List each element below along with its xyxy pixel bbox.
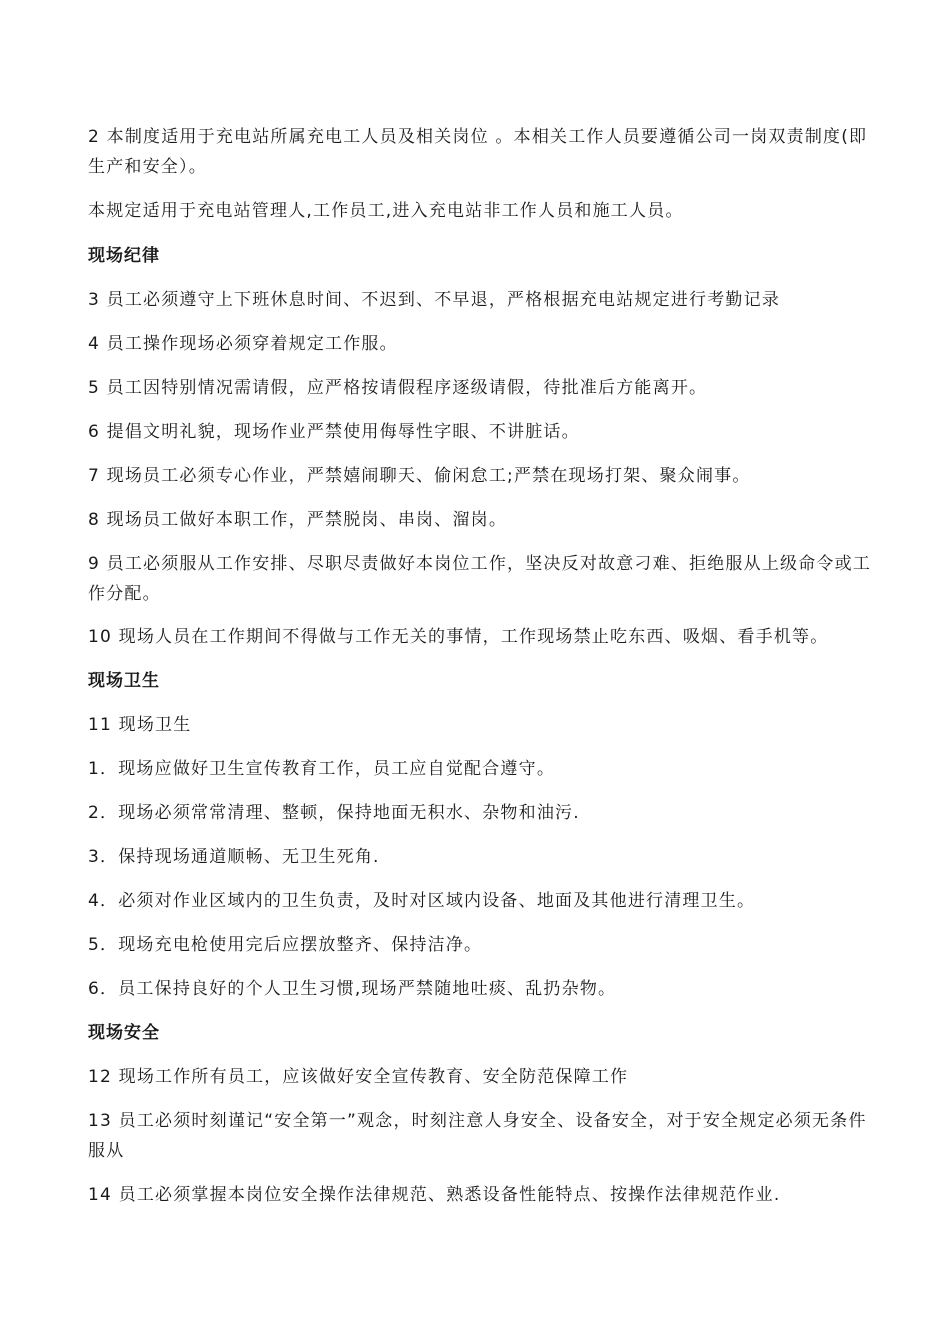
paragraph-hygiene-3: 3．保持现场通道顺畅、无卫生死角.	[88, 847, 380, 867]
section-heading-safety: 现场安全	[88, 1023, 160, 1043]
paragraph-hygiene-2: 2．现场必须常常清理、整顿，保持地面无积水、杂物和油污.	[88, 803, 580, 823]
section-heading-discipline: 现场纪律	[88, 246, 160, 266]
paragraph-item-7: 7 现场员工必须专心作业，严禁嬉闹聊天、偷闲怠工;严禁在现场打架、聚众闹事。	[88, 466, 751, 486]
paragraph-scope-staff: 2 本制度适用于充电站所属充电工人员及相关岗位 。本相关工作人员要遵循公司一岗双责制度(即生产和安全）。	[88, 127, 868, 177]
paragraph-item-11: 11 现场卫生	[88, 715, 192, 735]
paragraph-item-14: 14 员工必须掌握本岗位安全操作法律规范、熟悉设备性能特点、按操作法律规范作业.	[88, 1185, 781, 1205]
paragraph-item-4: 4 员工操作现场必须穿着规定工作服。	[88, 334, 398, 354]
paragraph-hygiene-6: 6．员工保持良好的个人卫生习惯,现场严禁随地吐痰、乱扔杂物。	[88, 979, 617, 999]
paragraph-item-9: 9 员工必须服从工作安排、尽职尽责做好本岗位工作，坚决反对故意刁难、拒绝服从上级命令或工作分配。	[88, 554, 872, 604]
paragraph-hygiene-4: 4．必须对作业区域内的卫生负责，及时对区域内设备、地面及其他进行清理卫生。	[88, 891, 756, 911]
paragraph-item-13: 13 员工必须时刻谨记“安全第一”观念，时刻注意人身安全、设备安全，对于安全规定必须无条件服从	[88, 1111, 867, 1161]
paragraph-item-10: 10 现场人员在工作期间不得做与工作无关的事情，工作现场禁止吃东西、吸烟、看手机等。	[88, 627, 829, 647]
paragraph-item-5: 5 员工因特别情况需请假，应严格按请假程序逐级请假，待批准后方能离开。	[88, 378, 708, 398]
paragraph-hygiene-5: 5．现场充电枪使用完后应摆放整齐、保持洁净。	[88, 935, 483, 955]
paragraph-item-6: 6 提倡文明礼貌，现场作业严禁使用侮辱性字眼、不讲脏话。	[88, 422, 580, 442]
paragraph-item-12: 12 现场工作所有员工，应该做好安全宣传教育、安全防范保障工作	[88, 1067, 629, 1087]
paragraph-item-8: 8 现场员工做好本职工作，严禁脱岗、串岗、溜岗。	[88, 510, 508, 530]
section-heading-hygiene: 现场卫生	[88, 671, 160, 691]
paragraph-item-3: 3 员工必须遵守上下班休息时间、不迟到、不早退，严格根据充电站规定进行考勤记录	[88, 290, 781, 310]
paragraph-scope-persons: 本规定适用于充电站管理人,工作员工,进入充电站非工作人员和施工人员。	[88, 201, 684, 221]
paragraph-hygiene-1: 1．现场应做好卫生宣传教育工作，员工应自觉配合遵守。	[88, 759, 556, 779]
